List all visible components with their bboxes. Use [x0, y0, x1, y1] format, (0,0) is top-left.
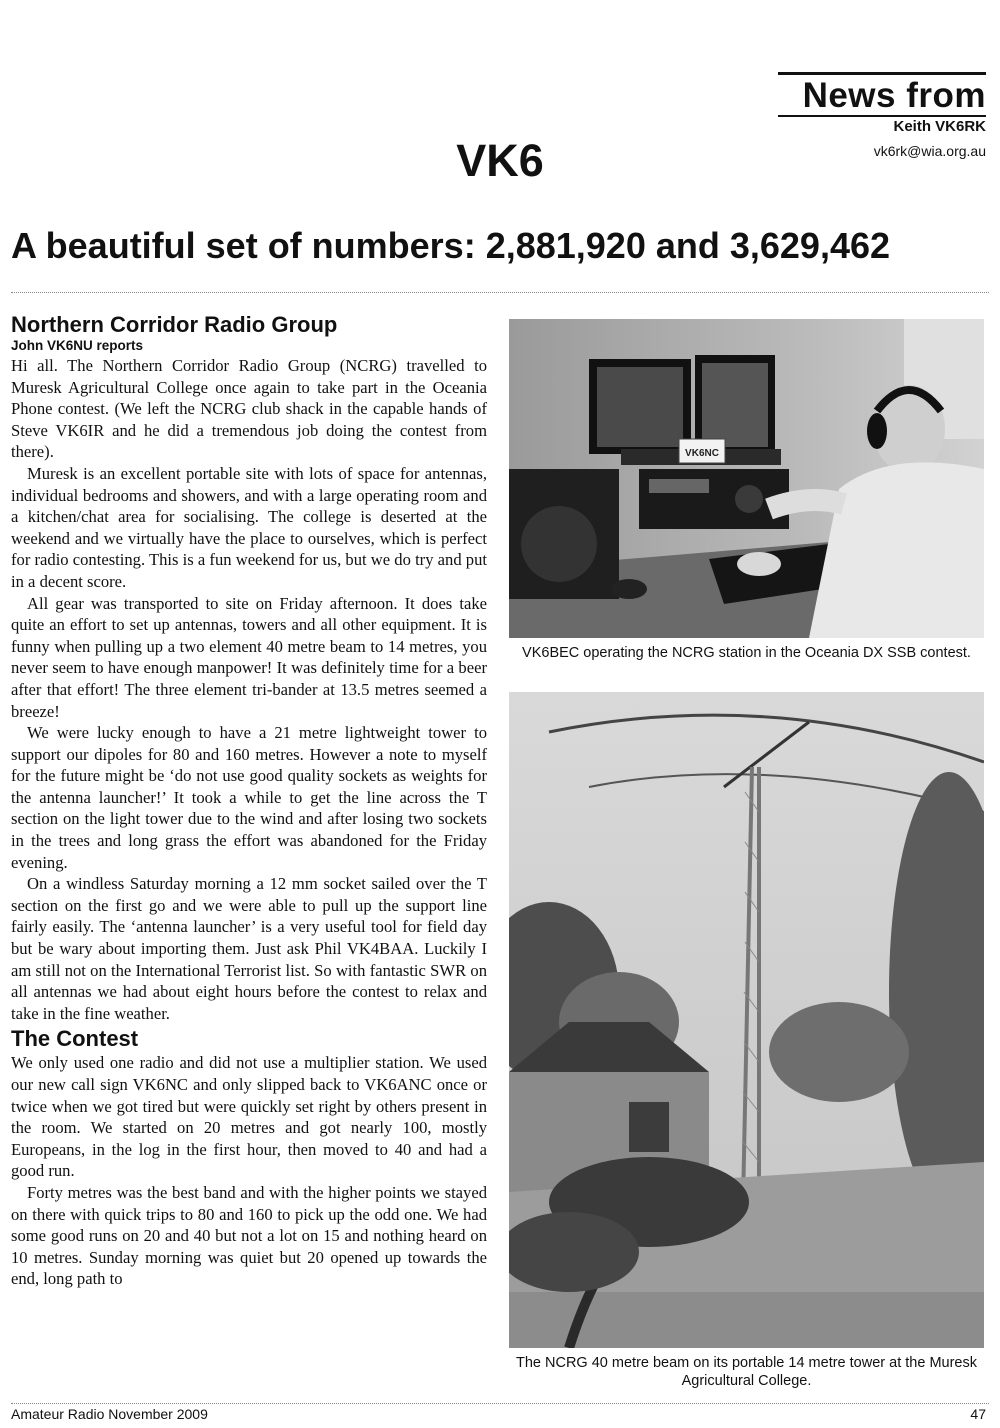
footer-divider — [11, 1403, 989, 1404]
photo-antenna-tower — [509, 692, 984, 1348]
section-heading-ncrg: Northern Corridor Radio Group — [11, 312, 338, 337]
paragraph: On a windless Saturday morning a 12 mm socket sailed over the T section on the first go and we were able to pull up the support line fairly easily. The ‘antenna launcher’ is a very useful tool for field day but be wary about importing them. Just ask Phil VK4BAA. Luckily I am still not on the International Terrorist list. So with fantastic SWR on all antennas we had about eight hours before the contest to relax and take in the fine weather. — [11, 874, 487, 1023]
paragraph: Hi all. The Northern Corridor Radio Group (NCRG) travelled to Muresk Agricultural College once again to take part in the Oceania Phone contest. (We left the NCRG club shack in the capable hands of Steve VK6IR and he did a tremendous job doing the contest from there). — [11, 356, 487, 462]
paragraph: Muresk is an excellent portable site with lots of space for antennas, individual bedrooms and showers, and with a large operating room and a kitchen/chat area for socialising. The college is deserted at the weekend and we virtually have the place to ourselves, which is perfect for radio contesting. This is a fun weekend for us, but we do try and put in a decent score. — [11, 463, 487, 591]
region-title: VK6 — [456, 135, 544, 186]
paragraph: We were lucky enough to have a 21 metre lightweight tower to support our dipoles for 80 and 160 metres. However a note to myself for the future might be ‘do not use good quality sockets as weights for the antenna launcher!’ It took a while to get the line across the T section on the light tower due to the wind and after losing two sockets in the trees and long grass the effort was abandoned for the Friday evening. — [11, 723, 487, 872]
header-rule-mid — [778, 115, 986, 117]
article-body — [11, 312, 487, 1290]
header-rule-top — [778, 72, 986, 75]
footer-publication: Amateur Radio November 2009 — [11, 1406, 208, 1422]
section-heading-contest: The Contest — [11, 1026, 139, 1052]
section-label: News from — [802, 76, 986, 115]
photo-operator-station — [509, 319, 984, 638]
headline-divider — [11, 292, 989, 293]
photo-tower-illustration — [509, 692, 984, 1348]
article-headline: A beautiful set of numbers: 2,881,920 and 3,629,462 — [11, 225, 891, 266]
photo-caption-operator: VK6BEC operating the NCRG station in the Oceania DX SSB contest. — [522, 645, 971, 661]
photo-caption-tower: The NCRG 40 metre beam on its portable 14 metre tower at the Muresk Agricultural College. — [516, 1355, 977, 1389]
byline: John VK6NU reports — [11, 338, 144, 353]
author-email: vk6rk@wia.org.au — [873, 143, 986, 159]
paragraph: We only used one radio and did not use a multiplier station. We used our new call sign VK6NC and only slipped back to VK6ANC once or twice when we got tired but were quickly set right by others present in the room. We started on 20 metres and got nearly 100, mostly Europeans, in the log in the first hour, then moved to 40 and had a good run. — [11, 1053, 487, 1181]
paragraph: Forty metres was the best band and with the higher points we stayed on there with quick trips to 80 and 160 to pick up the odd one. We had some good runs on 20 and 40 but not a lot on 15 and nothing heard on 10 metres. Sunday morning was quiet but 20 opened up towards the end, long path to — [11, 1182, 487, 1289]
station-sign: VK6NC — [685, 448, 719, 459]
paragraph: All gear was transported to site on Friday afternoon. It does take quite an effort to set up antennas, towers and all other equipment. It is funny when pulling up a two element 40 metre beam to 14 metres, you never seem to have enough manpower! It was definitely time for a beer after that effort! The three element tri-bander at 13.5 metres seemed a breeze! — [11, 593, 487, 721]
photo-operator-illustration — [509, 319, 984, 638]
column-author: Keith VK6RK — [893, 118, 986, 135]
page-number: 47 — [970, 1406, 986, 1422]
